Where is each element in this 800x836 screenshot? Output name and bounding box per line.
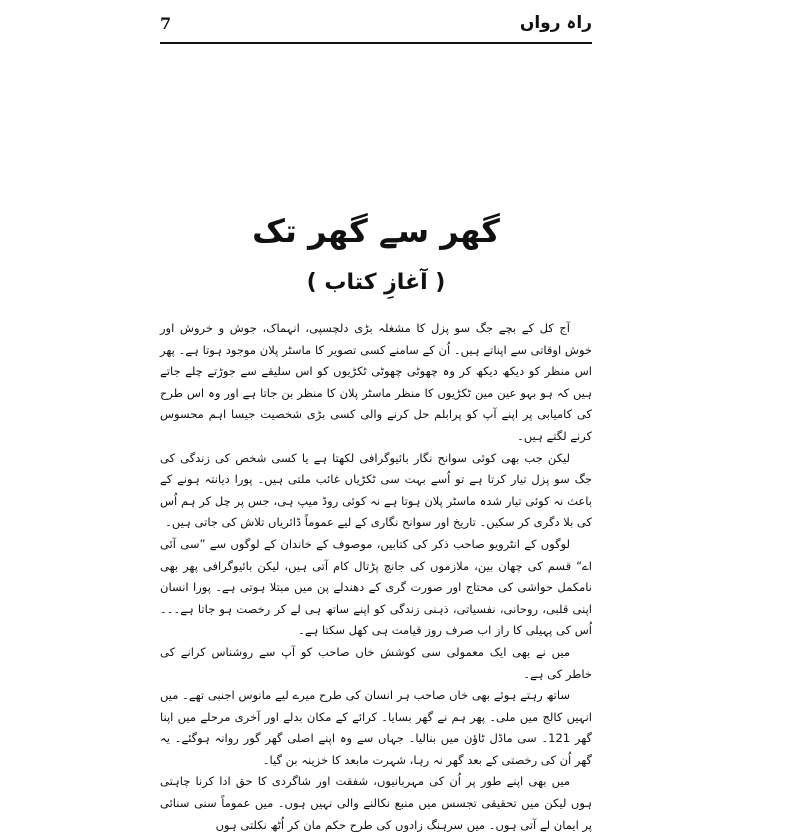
paragraph: ساتھ رہتے ہوئے بھی خاں صاحب ہر انسان کی طرح میرے لیے مانوس اجنبی تھے۔ میں انہیں کالج میں ملی۔ پھر ہم نے گھر بسایا۔ کرائے کے مکان بدلے اور آخری مرحلے میں اپنا گھر 121۔ سی ماڈل ٹاؤن میں بنالیا۔ جہاں سے وہ اپنے اصلی گھر گور روانہ ہوگئے۔ یہ گھر اُن کی رخصتی کے بعد گھر نہ رہا، شہرت مابعد کا خزینہ بن گیا۔ [160,688,592,767]
running-header [160,12,592,40]
paragraph: آج کل کے بچے جگ سو پزل کا مشغلہ بڑی دلچسپی، انہماک، جوش و خروش اور خوش اوقاتی سے اپناتے ہیں۔ اُن کے سامنے کسی تصویر کا ماسٹر پلان موجود ہوتا ہے۔ پھر اس منظر کو دیکھ دیکھ کر وہ چھوٹی چھوٹی ٹکڑیوں کو اس سلیقے سے جوڑتے چلے جاتے ہیں کہ ہو بہو عین مین ٹکڑیوں کا منظر ماسٹر پلان کا منظر بن جاتا ہے اور وہ اس طرح کی کامیابی پر اپنے آپ کو پرابلم حل کرنے والی کسی بڑی شخصیت جیسا اہم محسوس کرنے لگتے ہیں۔ [160,321,592,443]
paragraph: میں نے بھی ایک معمولی سی کوشش خاں صاحب کو آپ سے روشناس کرانے کی خاطر کی ہے۔ [160,644,592,681]
book-title: راہ رواں [519,13,592,33]
body-text [160,318,592,836]
page-number: 7 [160,14,172,33]
paragraph: میں بھی اپنے طور پر اُن کی مہربانیوں، شفقت اور شاگردی کا حق ادا کرنا چاہتی ہوں لیکن میں تحقیقی تجسس میں منبع نکالنے والی نہیں ہوں۔ میں عموماً سنی سنائی پر ایمان لے آتی ہوں۔ میں سرہنگ زادوں کی طرح حکم مان کر اُٹھ نکلتی ہوں [160,774,592,832]
header-rule [160,42,592,44]
paragraph: لیکن جب بھی کوئی سوانح نگار بائیوگرافی لکھتا ہے یا کسی شخص کی زندگی کی جگ سو پزل تیار کرتا ہے تو اُسے بہت سی ٹکڑیاں غائب ملتی ہیں۔ پورا دیانتہ ہونے کے باعث نہ کوئی تیار شدہ ماسٹر پلان ہوتا ہے نہ کوئی روڈ میپ ہی، جس پر چل کر ہم اُس کی بلا دگری کر سکیں۔ تاریخ اور سوانح نگاری کے لیے عموماً ڈائریاں تلاش کی جاتی ہیں۔ [160,450,592,530]
chapter-subtitle: ( آغازِ کتاب ) [306,270,446,295]
chapter-title: گھر سے گھر تک [252,212,500,250]
paragraph: لوگوں کے انٹرویو صاحب ذکر کی کتابیں، موصوف کے خاندان کے لوگوں سے ”سی آئی اے“ قسم کی چھان بین، ملازموں کی جانچ پڑتال کام آتی ہیں، لیکن بائیوگرافی پھر بھی نامکمل حواشی کی محتاج اور صورت گری کے دھندلے پن میں مبتلا ہوتی ہے۔ پورا انسان اپنی قلبی، روحانی، نفسیاتی، ذہنی زندگی کو اپنے ساتھ ہی لے کر رخصت ہو جاتا ہے۔۔۔ اُس کی پہیلی کا راز اب صرف روز قیامت ہی کھل سکتا ہے۔ [160,536,592,638]
